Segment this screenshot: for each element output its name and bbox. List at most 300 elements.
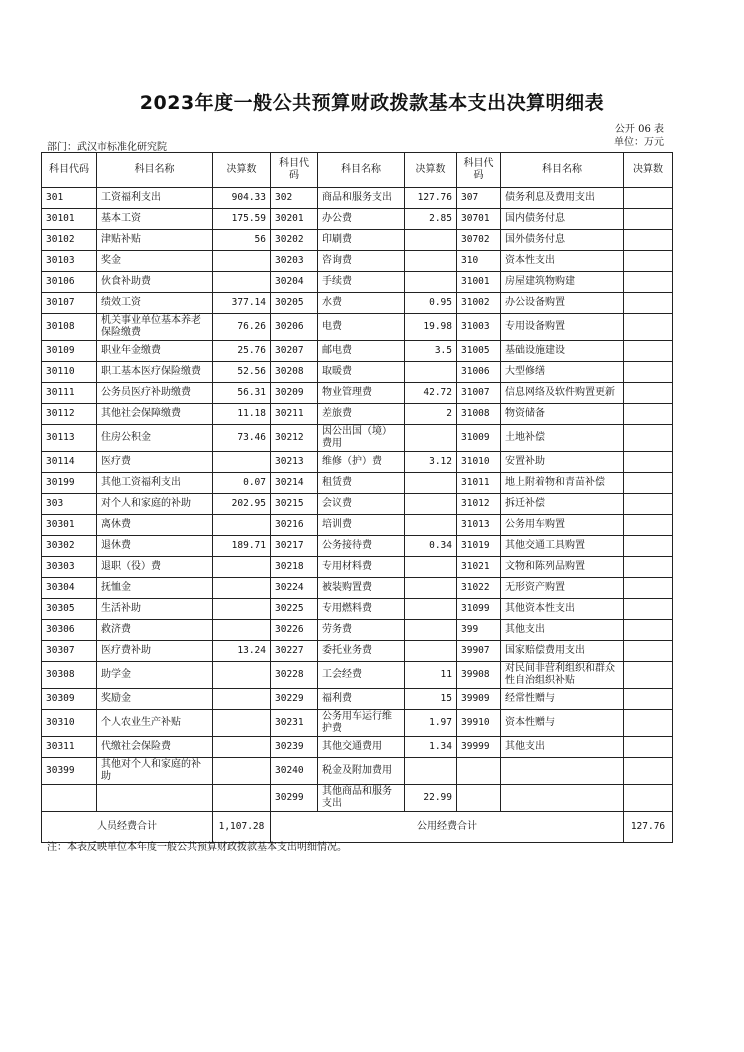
subject-code-cell: 30106 (42, 272, 97, 293)
table-row (42, 599, 673, 620)
amount-cell (405, 494, 457, 515)
subject-code-cell (457, 785, 501, 812)
amount-cell (624, 425, 673, 452)
subject-name-cell: 资本性支出 (501, 251, 624, 272)
subject-code-cell: 31013 (457, 515, 501, 536)
subject-name-cell: 印刷费 (318, 230, 405, 251)
amount-cell: 76.26 (213, 314, 271, 341)
subject-code-cell: 30202 (271, 230, 318, 251)
table-row (42, 251, 673, 272)
amount-cell (213, 710, 271, 737)
subject-code-cell: 30308 (42, 662, 97, 689)
subject-code-cell: 30701 (457, 209, 501, 230)
amount-cell: 1.34 (405, 737, 457, 758)
subject-name-cell: 伙食补助费 (97, 272, 213, 293)
subject-name-cell: 商品和服务支出 (318, 188, 405, 209)
amount-cell (624, 536, 673, 557)
subject-code-cell: 302 (271, 188, 318, 209)
amount-cell (213, 599, 271, 620)
amount-cell (213, 251, 271, 272)
table-row (42, 578, 673, 599)
subject-name-cell: 地上附着物和青苗补偿 (501, 473, 624, 494)
amount-cell (213, 785, 271, 812)
subject-code-cell: 30201 (271, 209, 318, 230)
subject-code-cell: 31006 (457, 362, 501, 383)
subject-code-cell: 30211 (271, 404, 318, 425)
header-cell: 科目名称 (318, 153, 405, 188)
amount-cell: 3.5 (405, 341, 457, 362)
subject-name-cell: 公务用车购置 (501, 515, 624, 536)
table-row (42, 230, 673, 251)
subject-name-cell: 对民间非营利组织和群众性自治组织补贴 (501, 662, 624, 689)
amount-cell (624, 758, 673, 785)
amount-cell (624, 473, 673, 494)
subject-name-cell: 住房公积金 (97, 425, 213, 452)
amount-cell (405, 599, 457, 620)
subject-code-cell: 31008 (457, 404, 501, 425)
amount-cell (405, 758, 457, 785)
subject-code-cell: 31019 (457, 536, 501, 557)
table-row (42, 494, 673, 515)
subject-name-cell: 信息网络及软件购置更新 (501, 383, 624, 404)
subject-code-cell: 39909 (457, 689, 501, 710)
amount-cell (624, 515, 673, 536)
table-row (42, 758, 673, 785)
subject-name-cell: 办公费 (318, 209, 405, 230)
amount-cell (405, 515, 457, 536)
subject-name-cell: 委托业务费 (318, 641, 405, 662)
subject-code-cell: 30213 (271, 452, 318, 473)
subject-name-cell: 其他商品和服务支出 (318, 785, 405, 812)
table-row (42, 662, 673, 689)
amount-cell: 15 (405, 689, 457, 710)
expenditure-table (41, 152, 673, 843)
subject-code-cell (42, 785, 97, 812)
amount-cell (624, 557, 673, 578)
subject-name-cell: 离休费 (97, 515, 213, 536)
subject-name-cell: 退职（役）费 (97, 557, 213, 578)
subject-code-cell: 30212 (271, 425, 318, 452)
amount-cell (213, 578, 271, 599)
amount-cell: 3.12 (405, 452, 457, 473)
subject-name-cell: 办公设备购置 (501, 293, 624, 314)
subject-name-cell: 公务员医疗补助缴费 (97, 383, 213, 404)
subject-name-cell: 其他工资福利支出 (97, 473, 213, 494)
amount-cell: 2 (405, 404, 457, 425)
subject-code-cell: 399 (457, 620, 501, 641)
subject-code-cell: 30231 (271, 710, 318, 737)
subject-code-cell: 30305 (42, 599, 97, 620)
subject-name-cell: 职业年金缴费 (97, 341, 213, 362)
amount-cell (213, 758, 271, 785)
subject-name-cell: 专用燃料费 (318, 599, 405, 620)
subject-code-cell: 301 (42, 188, 97, 209)
amount-cell (624, 404, 673, 425)
personnel-total-label: 人员经费合计 (42, 812, 213, 843)
amount-cell: 377.14 (213, 293, 271, 314)
subject-code-cell: 31009 (457, 425, 501, 452)
subject-name-cell: 咨询费 (318, 251, 405, 272)
subject-code-cell: 30301 (42, 515, 97, 536)
amount-cell: 127.76 (405, 188, 457, 209)
header-cell: 科目名称 (501, 153, 624, 188)
amount-cell: 189.71 (213, 536, 271, 557)
amount-cell (624, 251, 673, 272)
subject-code-cell: 30310 (42, 710, 97, 737)
amount-cell (213, 272, 271, 293)
subject-code-cell: 30311 (42, 737, 97, 758)
subject-name-cell: 国家赔偿费用支出 (501, 641, 624, 662)
table-row (42, 473, 673, 494)
amount-cell (624, 710, 673, 737)
subject-name-cell: 医疗费 (97, 452, 213, 473)
subject-code-cell: 30229 (271, 689, 318, 710)
subject-name-cell: 租赁费 (318, 473, 405, 494)
subject-code-cell: 30216 (271, 515, 318, 536)
table-row (42, 362, 673, 383)
table-row (42, 710, 673, 737)
subject-name-cell: 助学金 (97, 662, 213, 689)
table-row (42, 737, 673, 758)
subject-code-cell: 30225 (271, 599, 318, 620)
subject-code-cell: 307 (457, 188, 501, 209)
subject-name-cell (501, 758, 624, 785)
subject-name-cell: 工资福利支出 (97, 188, 213, 209)
amount-cell (213, 662, 271, 689)
table-row (42, 314, 673, 341)
subject-code-cell: 30224 (271, 578, 318, 599)
amount-cell (213, 557, 271, 578)
amount-cell: 202.95 (213, 494, 271, 515)
amount-cell (405, 362, 457, 383)
subject-name-cell: 职工基本医疗保险缴费 (97, 362, 213, 383)
subject-name-cell: 抚恤金 (97, 578, 213, 599)
public-total-value: 127.76 (624, 812, 673, 843)
subject-code-cell: 30114 (42, 452, 97, 473)
subject-code-cell: 31022 (457, 578, 501, 599)
subject-code-cell: 30226 (271, 620, 318, 641)
subject-code-cell: 30240 (271, 758, 318, 785)
subject-name-cell: 医疗费补助 (97, 641, 213, 662)
subject-code-cell: 30309 (42, 689, 97, 710)
table-row (42, 536, 673, 557)
subject-name-cell: 救济费 (97, 620, 213, 641)
subject-code-cell: 30307 (42, 641, 97, 662)
amount-cell (405, 578, 457, 599)
table-row (42, 383, 673, 404)
subject-name-cell: 奖励金 (97, 689, 213, 710)
subject-code-cell: 31003 (457, 314, 501, 341)
header-cell: 决算数 (213, 153, 271, 188)
subject-code-cell: 30204 (271, 272, 318, 293)
subject-name-cell: 其他对个人和家庭的补助 (97, 758, 213, 785)
subject-code-cell: 30103 (42, 251, 97, 272)
amount-cell: 0.34 (405, 536, 457, 557)
subject-name-cell: 代缴社会保险费 (97, 737, 213, 758)
table-row (42, 557, 673, 578)
subject-code-cell: 30227 (271, 641, 318, 662)
subject-code-cell: 30208 (271, 362, 318, 383)
subject-name-cell: 物业管理费 (318, 383, 405, 404)
subject-code-cell: 30214 (271, 473, 318, 494)
subject-name-cell: 其他资本性支出 (501, 599, 624, 620)
subject-name-cell: 国内债务付息 (501, 209, 624, 230)
amount-cell (213, 452, 271, 473)
subject-code-cell: 31002 (457, 293, 501, 314)
amount-cell: 19.98 (405, 314, 457, 341)
subject-code-cell: 31099 (457, 599, 501, 620)
subject-code-cell: 30239 (271, 737, 318, 758)
amount-cell (624, 209, 673, 230)
subject-code-cell: 31001 (457, 272, 501, 293)
subject-name-cell: 国外债务付息 (501, 230, 624, 251)
subject-code-cell: 31010 (457, 452, 501, 473)
subject-code-cell: 30109 (42, 341, 97, 362)
amount-cell: 11.18 (213, 404, 271, 425)
amount-cell (405, 620, 457, 641)
subject-code-cell: 30306 (42, 620, 97, 641)
page-title: 2023年度一般公共预算财政拨款基本支出决算明细表 (139, 92, 605, 114)
subject-code-cell: 39910 (457, 710, 501, 737)
amount-cell (624, 785, 673, 812)
subject-code-cell: 30199 (42, 473, 97, 494)
subject-name-cell: 对个人和家庭的补助 (97, 494, 213, 515)
department-label: 部门：武汉市标准化研究院 (47, 142, 167, 153)
amount-cell: 13.24 (213, 641, 271, 662)
subject-name-cell: 物资储备 (501, 404, 624, 425)
table-row (42, 209, 673, 230)
amount-cell (624, 494, 673, 515)
subject-code-cell: 30702 (457, 230, 501, 251)
amount-cell (624, 314, 673, 341)
amount-cell: 1.97 (405, 710, 457, 737)
amount-cell (213, 620, 271, 641)
subject-name-cell: 无形资产购置 (501, 578, 624, 599)
subject-code-cell: 30218 (271, 557, 318, 578)
header-cell: 科目代码 (457, 153, 501, 188)
subject-name-cell: 其他交通费用 (318, 737, 405, 758)
subject-name-cell: 其他交通工具购置 (501, 536, 624, 557)
amount-cell: 25.76 (213, 341, 271, 362)
subject-name-cell: 工会经费 (318, 662, 405, 689)
subject-code-cell: 30203 (271, 251, 318, 272)
amount-cell: 42.72 (405, 383, 457, 404)
subject-name-cell: 拆迁补偿 (501, 494, 624, 515)
table-row (42, 293, 673, 314)
subject-code-cell: 30304 (42, 578, 97, 599)
subject-name-cell: 债务利息及费用支出 (501, 188, 624, 209)
header-cell: 科目代码 (42, 153, 97, 188)
header-cell: 决算数 (624, 153, 673, 188)
subject-name-cell: 差旅费 (318, 404, 405, 425)
subject-code-cell: 303 (42, 494, 97, 515)
table-row (42, 188, 673, 209)
header-cell: 科目名称 (97, 153, 213, 188)
table-header-row (42, 153, 673, 188)
subject-name-cell: 手续费 (318, 272, 405, 293)
amount-cell (624, 599, 673, 620)
amount-cell (624, 578, 673, 599)
subject-code-cell: 30302 (42, 536, 97, 557)
subject-name-cell: 维修（护）费 (318, 452, 405, 473)
subject-name-cell: 退休费 (97, 536, 213, 557)
amount-cell (624, 383, 673, 404)
amount-cell: 0.95 (405, 293, 457, 314)
subject-code-cell (457, 758, 501, 785)
personnel-total-value: 1,107.28 (213, 812, 271, 843)
unit-label: 单位：万元 (614, 137, 664, 148)
subject-name-cell: 电费 (318, 314, 405, 341)
subject-name-cell: 专用设备购置 (501, 314, 624, 341)
subject-name-cell: 个人农业生产补贴 (97, 710, 213, 737)
public-total-label: 公用经费合计 (271, 812, 624, 843)
subject-name-cell: 取暖费 (318, 362, 405, 383)
amount-cell (213, 515, 271, 536)
subject-name-cell: 基本工资 (97, 209, 213, 230)
amount-cell (405, 641, 457, 662)
amount-cell (405, 473, 457, 494)
amount-cell: 175.59 (213, 209, 271, 230)
amount-cell (624, 293, 673, 314)
amount-cell (624, 689, 673, 710)
amount-cell (624, 620, 673, 641)
subject-code-cell: 30299 (271, 785, 318, 812)
subject-code-cell: 39999 (457, 737, 501, 758)
subject-code-cell: 30110 (42, 362, 97, 383)
amount-cell (624, 362, 673, 383)
table-row (42, 620, 673, 641)
subject-code-cell: 30108 (42, 314, 97, 341)
subject-code-cell: 30217 (271, 536, 318, 557)
amount-cell (624, 230, 673, 251)
subject-name-cell: 奖金 (97, 251, 213, 272)
subject-code-cell: 31021 (457, 557, 501, 578)
footnote: 注：本表反映单位本年度一般公共预算财政拨款基本支出明细情况。 (47, 842, 347, 853)
subject-name-cell: 津贴补贴 (97, 230, 213, 251)
subject-name-cell: 被装购置费 (318, 578, 405, 599)
amount-cell: 56 (213, 230, 271, 251)
subject-code-cell: 30207 (271, 341, 318, 362)
subject-code-cell: 30206 (271, 314, 318, 341)
amount-cell (405, 230, 457, 251)
subject-name-cell: 大型修缮 (501, 362, 624, 383)
subject-code-cell: 30399 (42, 758, 97, 785)
subject-code-cell: 30107 (42, 293, 97, 314)
amount-cell (624, 737, 673, 758)
amount-cell (405, 425, 457, 452)
subject-name-cell: 其他社会保障缴费 (97, 404, 213, 425)
subject-code-cell: 39908 (457, 662, 501, 689)
amount-cell (624, 341, 673, 362)
subject-name-cell: 其他支出 (501, 620, 624, 641)
subject-name-cell: 机关事业单位基本养老保险缴费 (97, 314, 213, 341)
amount-cell (624, 641, 673, 662)
subject-name-cell: 水费 (318, 293, 405, 314)
form-number: 公开 06 表 (614, 124, 664, 135)
subject-name-cell: 安置补助 (501, 452, 624, 473)
subject-code-cell: 30215 (271, 494, 318, 515)
subject-name-cell: 邮电费 (318, 341, 405, 362)
subject-name-cell: 专用材料费 (318, 557, 405, 578)
subject-code-cell: 30113 (42, 425, 97, 452)
table-row (42, 515, 673, 536)
subject-code-cell: 31007 (457, 383, 501, 404)
amount-cell (213, 689, 271, 710)
amount-cell (405, 557, 457, 578)
table-row (42, 641, 673, 662)
table-row (42, 272, 673, 293)
amount-cell: 22.99 (405, 785, 457, 812)
subject-code-cell: 30205 (271, 293, 318, 314)
subject-name-cell: 绩效工资 (97, 293, 213, 314)
subject-code-cell: 30112 (42, 404, 97, 425)
subject-code-cell: 31005 (457, 341, 501, 362)
amount-cell: 0.07 (213, 473, 271, 494)
subject-code-cell: 30303 (42, 557, 97, 578)
subject-name-cell (501, 785, 624, 812)
subject-name-cell: 基础设施建设 (501, 341, 624, 362)
amount-cell: 52.56 (213, 362, 271, 383)
subject-code-cell: 31012 (457, 494, 501, 515)
subject-code-cell: 30111 (42, 383, 97, 404)
subject-name-cell: 税金及附加费用 (318, 758, 405, 785)
subject-code-cell: 310 (457, 251, 501, 272)
subject-name-cell (97, 785, 213, 812)
amount-cell (405, 251, 457, 272)
subject-code-cell: 30101 (42, 209, 97, 230)
subject-code-cell: 30209 (271, 383, 318, 404)
subject-name-cell: 会议费 (318, 494, 405, 515)
subject-name-cell: 培训费 (318, 515, 405, 536)
subject-name-cell: 公务接待费 (318, 536, 405, 557)
amount-cell (624, 452, 673, 473)
subject-name-cell: 公务用车运行维护费 (318, 710, 405, 737)
subject-name-cell: 生活补助 (97, 599, 213, 620)
amount-cell: 56.31 (213, 383, 271, 404)
subject-name-cell: 文物和陈列品购置 (501, 557, 624, 578)
subject-name-cell: 房屋建筑物购建 (501, 272, 624, 293)
table-row (42, 404, 673, 425)
subject-code-cell: 30102 (42, 230, 97, 251)
amount-cell (624, 188, 673, 209)
amount-cell (624, 662, 673, 689)
subject-name-cell: 福利费 (318, 689, 405, 710)
subject-name-cell: 劳务费 (318, 620, 405, 641)
amount-cell: 73.46 (213, 425, 271, 452)
table-row (42, 452, 673, 473)
amount-cell (624, 272, 673, 293)
subject-name-cell: 其他支出 (501, 737, 624, 758)
subject-name-cell: 土地补偿 (501, 425, 624, 452)
table-row (42, 341, 673, 362)
subject-code-cell: 30228 (271, 662, 318, 689)
amount-cell (213, 737, 271, 758)
subject-code-cell: 31011 (457, 473, 501, 494)
amount-cell (405, 272, 457, 293)
table-row (42, 689, 673, 710)
header-cell: 科目代码 (271, 153, 318, 188)
amount-cell: 904.33 (213, 188, 271, 209)
table-row (42, 425, 673, 452)
subject-code-cell: 39907 (457, 641, 501, 662)
table-row (42, 785, 673, 812)
subject-name-cell: 资本性赠与 (501, 710, 624, 737)
amount-cell: 11 (405, 662, 457, 689)
subject-name-cell: 因公出国（境）费用 (318, 425, 405, 452)
header-cell: 决算数 (405, 153, 457, 188)
amount-cell: 2.85 (405, 209, 457, 230)
subject-name-cell: 经常性赠与 (501, 689, 624, 710)
